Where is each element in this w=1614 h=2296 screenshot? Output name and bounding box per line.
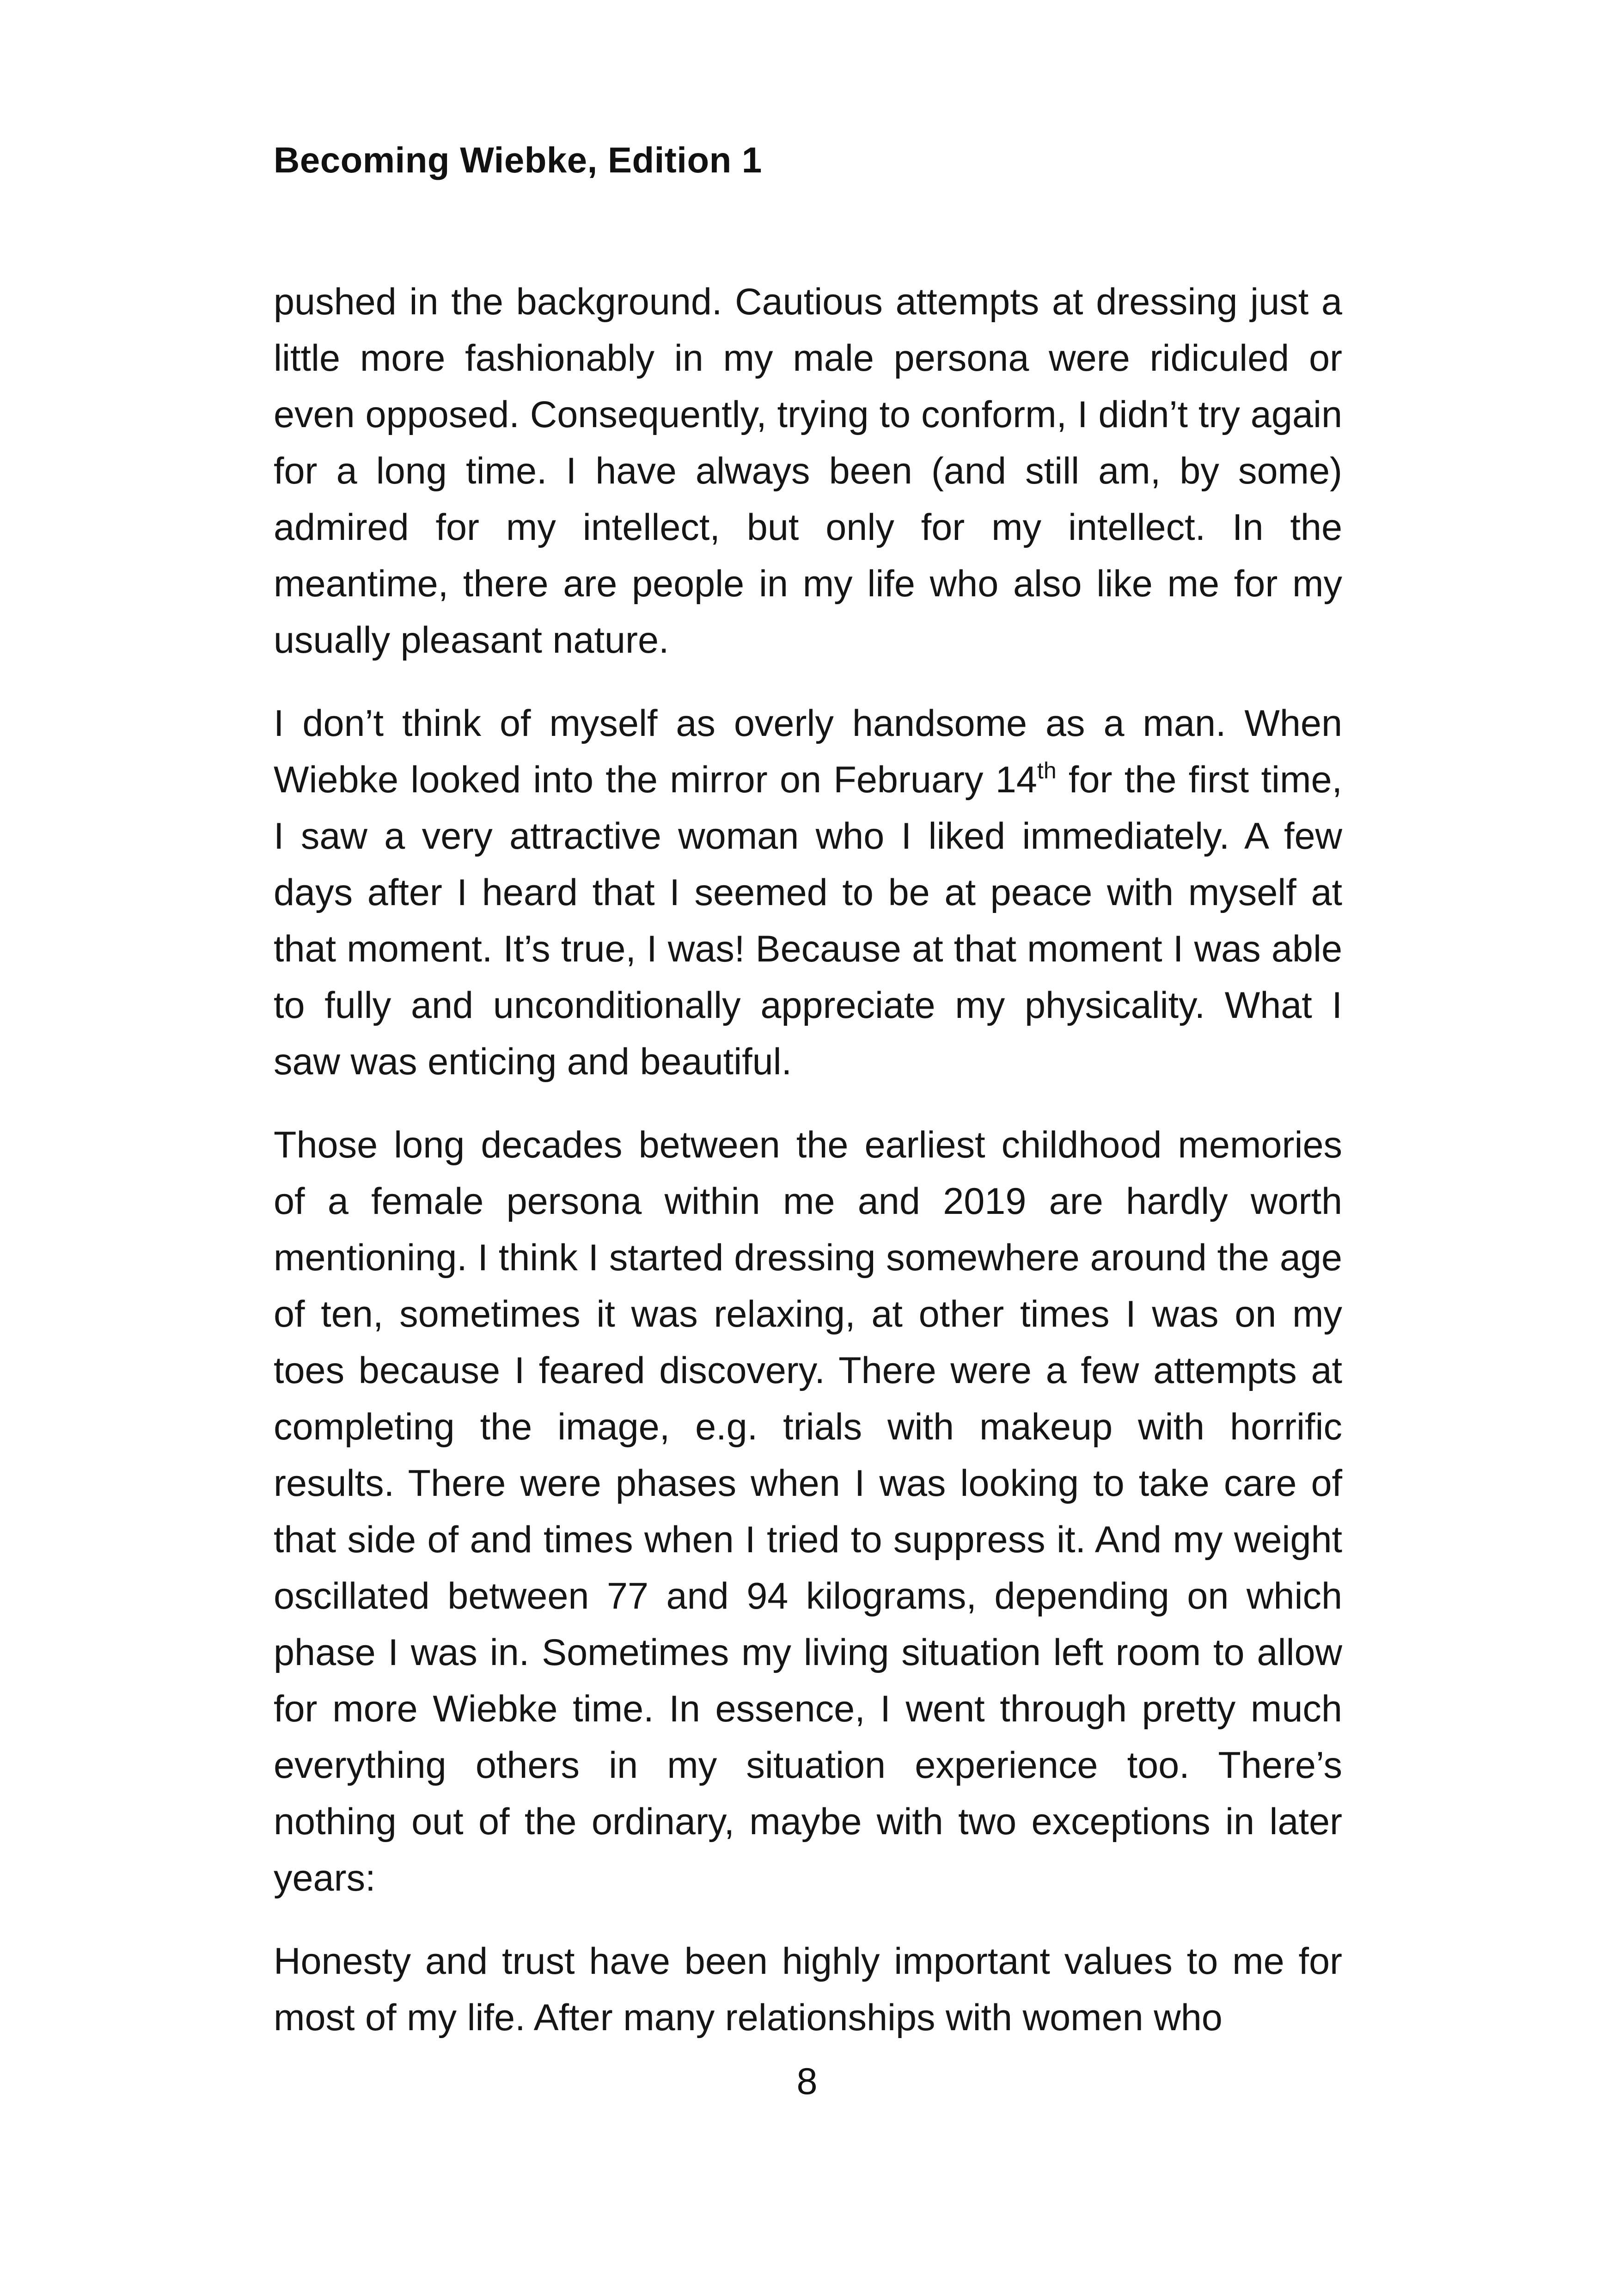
page-number: 8	[796, 2061, 818, 2102]
paragraph-2	[274, 695, 1342, 1090]
paragraph-2-text-start: I don’t think of myself as overly handsome as a man. When Wiebke looked into the mirror on February 14	[274, 703, 1342, 801]
paragraph-2-text-end: for the first time, I saw a very attractive woman who I liked immediately. A few days after I heard that I seemed to be at peace with myself at that moment. It’s true, I was! Because at that moment I was able to fully and unconditionally appreciate my physicality. What I saw was enticing and beautiful.	[274, 759, 1343, 1083]
body-text	[274, 274, 1342, 2073]
ordinal-superscript: th	[1037, 758, 1057, 784]
running-header: Becoming Wiebke, Edition 1	[274, 140, 762, 180]
paragraph-4: Honesty and trust have been highly important values to me for most of my life. After many relationships with women who	[274, 1941, 1342, 2039]
paragraph-1: pushed in the background. Cautious attempts at dressing just a little more fashionably in my male persona were ridiculed or even opposed. Consequently, trying to conform, I didn’t try again for a long time. I have always been (and still am, by some) admired for my intellect, but only for my intellect. In the meantime, there are people in my life who also like me for my usually pleasant nature.	[274, 281, 1342, 661]
paragraph-3: Those long decades between the earliest childhood memories of a female persona within me and 2019 are hardly worth mentioning. I think I started dressing somewhere around the age of ten, sometimes it was relaxing, at other times I was on my toes because I feared discovery. There were a few attempts at completing the image, e.g. trials with makeup with horrific results. There were phases when I was looking to take care of that side of and times when I tried to suppress it. And my weight oscillated between 77 and 94 kilograms, depending on which phase I was in. Sometimes my living situation left room to allow for more Wiebke time. In essence, I went through pretty much everything others in my situation experience too. There’s nothing out of the ordinary, maybe with two exceptions in later years:	[274, 1124, 1342, 1899]
